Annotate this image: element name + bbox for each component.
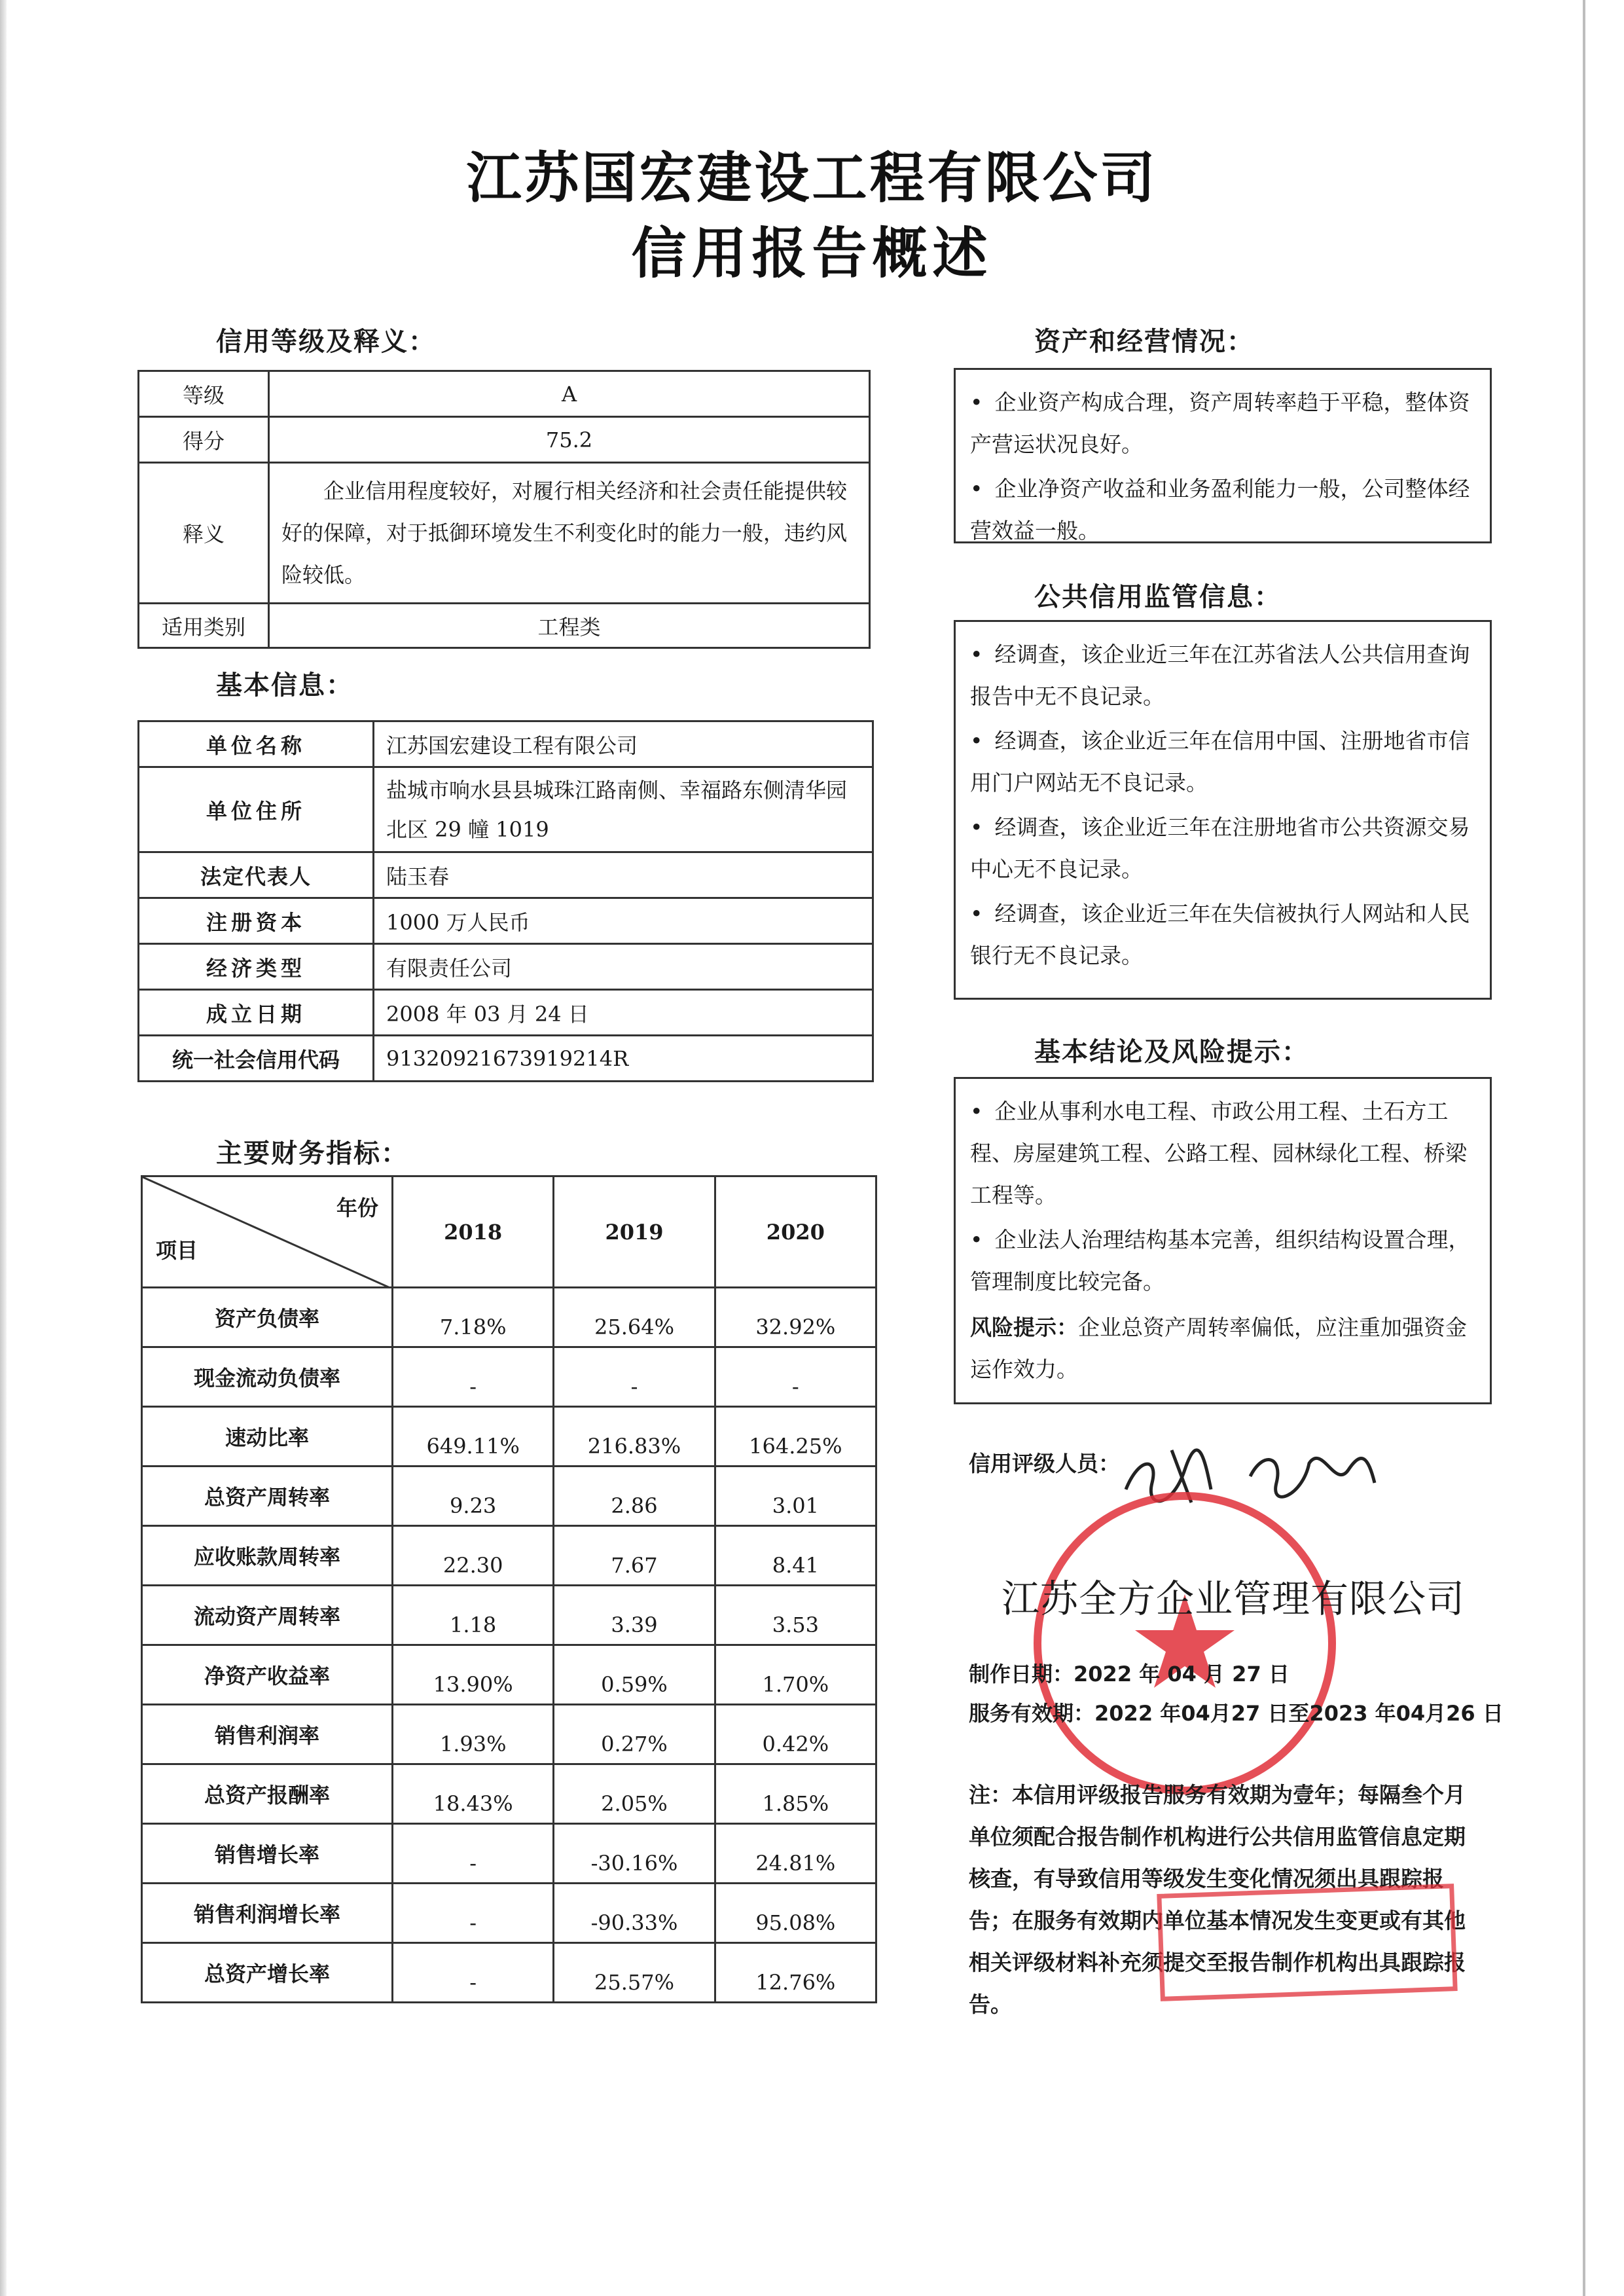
finance-value: 216.83% bbox=[554, 1407, 715, 1467]
category-value: 工程类 bbox=[269, 604, 870, 648]
basic-label: 成立日期 bbox=[139, 990, 374, 1036]
finance-item-label: 资产负债率 bbox=[142, 1288, 393, 1347]
report-title-subtitle: 信用报告概述 bbox=[631, 221, 993, 285]
bullet-icon: • bbox=[970, 390, 983, 415]
made-date-label: 制作日期： bbox=[969, 1662, 1074, 1686]
finance-value: - bbox=[393, 1347, 554, 1407]
basic-info-table bbox=[137, 720, 874, 1082]
assets-bullet: • 企业资产构成合理，资产周转率趋于平稳，整体资产营运状况良好。 bbox=[970, 390, 1470, 457]
year-header: 2018 bbox=[393, 1176, 554, 1288]
basic-value: 2008 年 03 月 24 日 bbox=[374, 990, 873, 1036]
bullet-icon: • bbox=[970, 476, 983, 501]
finance-item-label: 销售利润增长率 bbox=[142, 1884, 393, 1943]
finance-item-label: 流动资产周转率 bbox=[142, 1586, 393, 1645]
basic-label: 经济类型 bbox=[139, 944, 374, 990]
finance-value: 1.70% bbox=[715, 1645, 876, 1705]
finance-value: 95.08% bbox=[715, 1884, 876, 1943]
assets-box bbox=[954, 368, 1492, 543]
basic-label: 单位住所 bbox=[139, 767, 374, 852]
grade-value: A bbox=[269, 371, 870, 417]
finance-row bbox=[142, 1705, 876, 1764]
finance-value: 3.53 bbox=[715, 1586, 876, 1645]
finance-row bbox=[142, 1645, 876, 1705]
risk-label: 风险提示： bbox=[970, 1315, 1078, 1340]
made-date bbox=[969, 1658, 1290, 1688]
finance-value: 7.67 bbox=[554, 1526, 715, 1586]
finance-item-label: 应收账款周转率 bbox=[142, 1526, 393, 1586]
risk-note bbox=[970, 1307, 1475, 1391]
public-bullet: • 经调查，该企业近三年在信用中国、注册地省市信用门户网站无不良记录。 bbox=[970, 728, 1470, 795]
finance-value: 649.11% bbox=[393, 1407, 554, 1467]
report-title-company: 江苏国宏建设工程有限公司 bbox=[466, 146, 1158, 210]
finance-value: 1.85% bbox=[715, 1764, 876, 1824]
bullet-icon: • bbox=[970, 814, 983, 840]
valid-label: 服务有效期： bbox=[969, 1701, 1095, 1726]
finance-row bbox=[142, 1586, 876, 1645]
finance-value: 1.93% bbox=[393, 1705, 554, 1764]
finance-value: 22.30 bbox=[393, 1526, 554, 1586]
finance-row bbox=[142, 1943, 876, 2003]
grade-label: 等级 bbox=[139, 371, 269, 417]
basic-value: 91320921673919214R bbox=[374, 1036, 873, 1082]
header-year-label: 年份 bbox=[336, 1195, 378, 1220]
finance-value: 8.41 bbox=[715, 1526, 876, 1586]
finance-value: 0.42% bbox=[715, 1705, 876, 1764]
finance-row bbox=[142, 1824, 876, 1884]
finance-value: -90.33% bbox=[554, 1884, 715, 1943]
filing-stamp bbox=[1157, 1884, 1457, 2001]
finance-value: 0.27% bbox=[554, 1705, 715, 1764]
bullet-icon: • bbox=[970, 642, 983, 667]
finance-value: 32.92% bbox=[715, 1288, 876, 1347]
basic-value: 有限责任公司 bbox=[374, 944, 873, 990]
finance-item-label: 现金流动负债率 bbox=[142, 1347, 393, 1407]
finance-row bbox=[142, 1407, 876, 1467]
footer-note: 注：本信用评级报告服务有效期为壹年；每隔叁个月单位须配合报告制作机构进行公共信用监管信息定期核查，有导致信用等级发生变化情况须出具跟踪报告；在服务有效期内单位基本情况发生变更或有其他相关评级材料补充须提交至报告制作机构出具跟踪报告。 bbox=[969, 1782, 1466, 2017]
basic-value: 江苏国宏建设工程有限公司 bbox=[374, 721, 873, 767]
year-header: 2019 bbox=[554, 1176, 715, 1288]
rating-table bbox=[137, 370, 871, 649]
page-edge-shadow bbox=[0, 0, 7, 2296]
finance-table bbox=[141, 1175, 877, 2003]
category-label: 适用类别 bbox=[139, 604, 269, 648]
score-value: 75.2 bbox=[269, 417, 870, 463]
basic-label: 单位名称 bbox=[139, 721, 374, 767]
basic-value: 陆玉春 bbox=[374, 852, 873, 898]
basic-section-title: 基本信息： bbox=[216, 670, 353, 701]
finance-value: 3.01 bbox=[715, 1467, 876, 1526]
basic-label: 法定代表人 bbox=[139, 852, 374, 898]
basic-value: 盐城市响水县县城珠江路南侧、幸福路东侧清华园北区 29 幢 1019 bbox=[374, 767, 873, 852]
meaning-value: 企业信用程度较好，对履行相关经济和社会责任能提供较好的保障，对于抵御环境发生不利变化时的能力一般，违约风险较低。 bbox=[269, 463, 870, 604]
year-header: 2020 bbox=[715, 1176, 876, 1288]
finance-item-label: 总资产周转率 bbox=[142, 1467, 393, 1526]
finance-value: 25.57% bbox=[554, 1943, 715, 2003]
finance-value: 24.81% bbox=[715, 1824, 876, 1884]
score-label: 得分 bbox=[139, 417, 269, 463]
public-bullet: • 经调查，该企业近三年在失信被执行人网站和人民银行无不良记录。 bbox=[970, 901, 1470, 968]
finance-row bbox=[142, 1884, 876, 1943]
finance-header-diagonal-cell bbox=[142, 1176, 393, 1288]
finance-item-label: 速动比率 bbox=[142, 1407, 393, 1467]
conclusion-bullet: • 企业从事利水电工程、市政公用工程、土石方工程、房屋建筑工程、公路工程、园林绿化工程、桥梁工程等。 bbox=[970, 1099, 1467, 1208]
finance-item-label: 销售增长率 bbox=[142, 1824, 393, 1884]
finance-value: 18.43% bbox=[393, 1764, 554, 1824]
finance-item-label: 总资产报酬率 bbox=[142, 1764, 393, 1824]
finance-value: 7.18% bbox=[393, 1288, 554, 1347]
bullet-icon: • bbox=[970, 1099, 983, 1124]
public-box bbox=[954, 620, 1492, 1000]
header-item-label: 项目 bbox=[156, 1238, 198, 1263]
finance-value: 2.05% bbox=[554, 1764, 715, 1824]
rating-section-title: 信用等级及释义： bbox=[216, 327, 436, 357]
made-date-value: 2022 年 04 月 27 日 bbox=[1074, 1662, 1290, 1686]
bullet-icon: • bbox=[970, 1227, 983, 1252]
finance-row bbox=[142, 1764, 876, 1824]
finance-value: 12.76% bbox=[715, 1943, 876, 2003]
finance-value: 2.86 bbox=[554, 1467, 715, 1526]
finance-value: -30.16% bbox=[554, 1824, 715, 1884]
finance-item-label: 销售利润率 bbox=[142, 1705, 393, 1764]
finance-value: - bbox=[393, 1884, 554, 1943]
public-bullet: • 经调查，该企业近三年在江苏省法人公共信用查询报告中无不良记录。 bbox=[970, 642, 1470, 709]
finance-value: 3.39 bbox=[554, 1586, 715, 1645]
finance-value: 13.90% bbox=[393, 1645, 554, 1705]
finance-value: - bbox=[715, 1347, 876, 1407]
company-seal-stamp bbox=[1021, 1480, 1348, 1807]
valid-value: 2022 年04月27 日至2023 年04月26 日 bbox=[1094, 1701, 1504, 1726]
basic-label: 统一社会信用代码 bbox=[139, 1036, 374, 1082]
finance-row bbox=[142, 1467, 876, 1526]
finance-item-label: 净资产收益率 bbox=[142, 1645, 393, 1705]
finance-row bbox=[142, 1526, 876, 1586]
finance-section-title: 主要财务指标： bbox=[216, 1139, 408, 1169]
finance-row bbox=[142, 1347, 876, 1407]
assets-section-title: 资产和经营情况： bbox=[1034, 327, 1254, 357]
public-section-title: 公共信用监管信息： bbox=[1034, 582, 1282, 612]
finance-item-label: 总资产增长率 bbox=[142, 1943, 393, 2003]
conclusion-section-title: 基本结论及风险提示： bbox=[1034, 1037, 1309, 1067]
finance-value: - bbox=[554, 1347, 715, 1407]
valid-period bbox=[969, 1697, 1504, 1727]
finance-value: 164.25% bbox=[715, 1407, 876, 1467]
bullet-icon: • bbox=[970, 901, 983, 926]
basic-value: 1000 万人民币 bbox=[374, 898, 873, 944]
meaning-label: 释义 bbox=[139, 463, 269, 604]
conclusion-box bbox=[954, 1077, 1492, 1404]
assets-bullet: • 企业净资产收益和业务盈利能力一般，公司整体经营效益一般。 bbox=[970, 476, 1470, 543]
finance-value: 0.59% bbox=[554, 1645, 715, 1705]
rater-label: 信用评级人员： bbox=[969, 1451, 1120, 1476]
finance-value: 25.64% bbox=[554, 1288, 715, 1347]
finance-row bbox=[142, 1288, 876, 1347]
finance-value: - bbox=[393, 1943, 554, 2003]
basic-label: 注册资本 bbox=[139, 898, 374, 944]
finance-value: 1.18 bbox=[393, 1586, 554, 1645]
risk-text: 企业总资产周转率偏低，应注重加强资金运作效力。 bbox=[970, 1315, 1467, 1382]
finance-value: 9.23 bbox=[393, 1467, 554, 1526]
conclusion-bullet: • 企业法人治理结构基本完善，组织结构设置合理，管理制度比较完备。 bbox=[970, 1227, 1470, 1294]
bullet-icon: • bbox=[970, 728, 983, 754]
finance-value: - bbox=[393, 1824, 554, 1884]
rating-company-name: 江苏全方企业管理有限公司 bbox=[1001, 1576, 1466, 1621]
page-edge-line bbox=[1583, 0, 1585, 2296]
public-bullet: • 经调查，该企业近三年在注册地省市公共资源交易中心无不良记录。 bbox=[970, 814, 1470, 882]
